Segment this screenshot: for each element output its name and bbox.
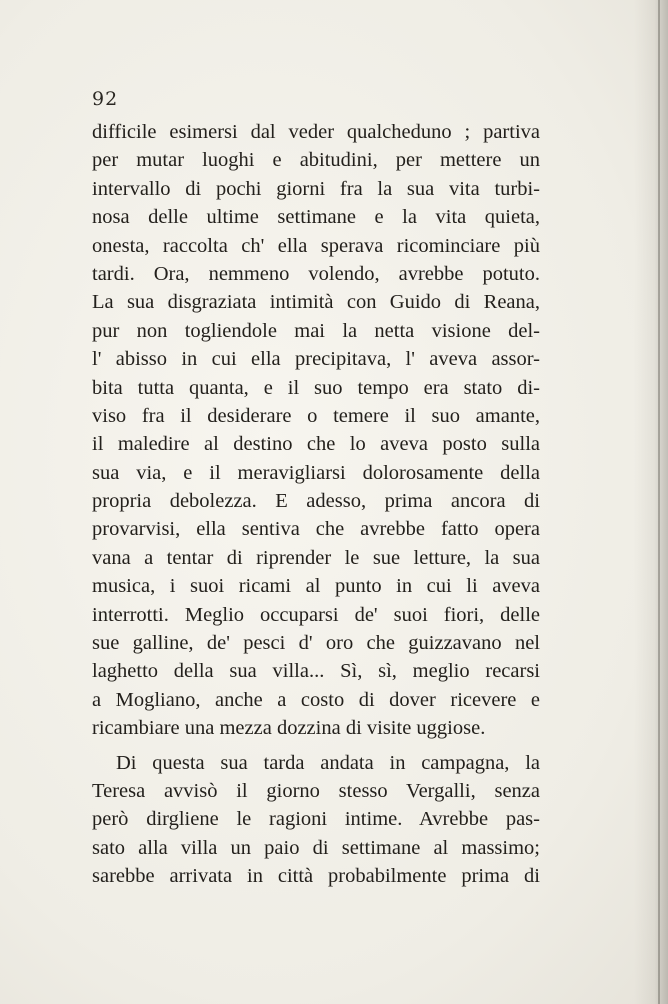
page-edge-line xyxy=(658,0,660,1004)
text-line: il maledire al destino che lo aveva posto sulla xyxy=(92,433,540,456)
text-line: tardi. Ora, nemmeno volendo, avrebbe potuto. xyxy=(92,262,540,285)
text-line: difficile esimersi dal veder qualcheduno ; partiva xyxy=(92,121,540,143)
text-line: onesta, raccolta ch' ella sperava ricominciare più xyxy=(92,234,540,257)
text-line: propria debolezza. E adesso, prima ancora di xyxy=(92,490,540,513)
text-line: laghetto della sua villa... Sì, sì, meglio recarsi xyxy=(92,660,540,683)
text-line: pur non togliendole mai la netta visione del- xyxy=(92,319,540,342)
text-line: ricambiare una mezza dozzina di visite uggiose. xyxy=(92,717,486,740)
text-line: interrotti. Meglio occuparsi de' suoi fiori, delle xyxy=(92,603,540,626)
text-line: Di questa sua tarda andata in campagna, la xyxy=(116,751,540,774)
text-line: bita tutta quanta, e il suo tempo era stato di- xyxy=(92,376,540,399)
text-line: intervallo di pochi giorni fra la sua vita turbi- xyxy=(92,177,540,200)
text-line: sua via, e il meravigliarsi dolorosamente della xyxy=(92,461,540,484)
page-edge-shadow xyxy=(634,0,668,1004)
body-text xyxy=(92,118,540,891)
text-line: sue galline, de' pesci d' oro che guizzavano nel xyxy=(92,632,540,655)
text-line: viso fra il desiderare o temere il suo amante, xyxy=(92,404,540,427)
text-line: vana a tentar di riprender le sue letture, la sua xyxy=(92,546,540,569)
text-line: provarvisi, ella sentiva che avrebbe fatto opera xyxy=(92,518,540,541)
text-line: sato alla villa un paio di settimane al massimo; xyxy=(92,836,540,859)
text-line: La sua disgraziata intimità con Guido di Reana, xyxy=(92,291,540,314)
text-line: musica, i suoi ricami al punto in cui li aveva xyxy=(92,575,540,598)
page-number: 92 xyxy=(92,88,119,110)
text-line: Teresa avvisò il giorno stesso Vergalli, senza xyxy=(92,779,540,802)
text-line: a Mogliano, anche a costo di dover ricevere e xyxy=(92,688,540,711)
text-line: per mutar luoghi e abitudini, per mettere un xyxy=(92,149,540,172)
text-line: nosa delle ultime settimane e la vita quieta, xyxy=(92,206,540,229)
text-line: sarebbe arrivata in città probabilmente prima di xyxy=(92,865,540,888)
text-line: però dirgliene le ragioni intime. Avrebbe pas- xyxy=(92,808,540,831)
text-line: l' abisso in cui ella precipitava, l' aveva assor- xyxy=(92,348,540,371)
